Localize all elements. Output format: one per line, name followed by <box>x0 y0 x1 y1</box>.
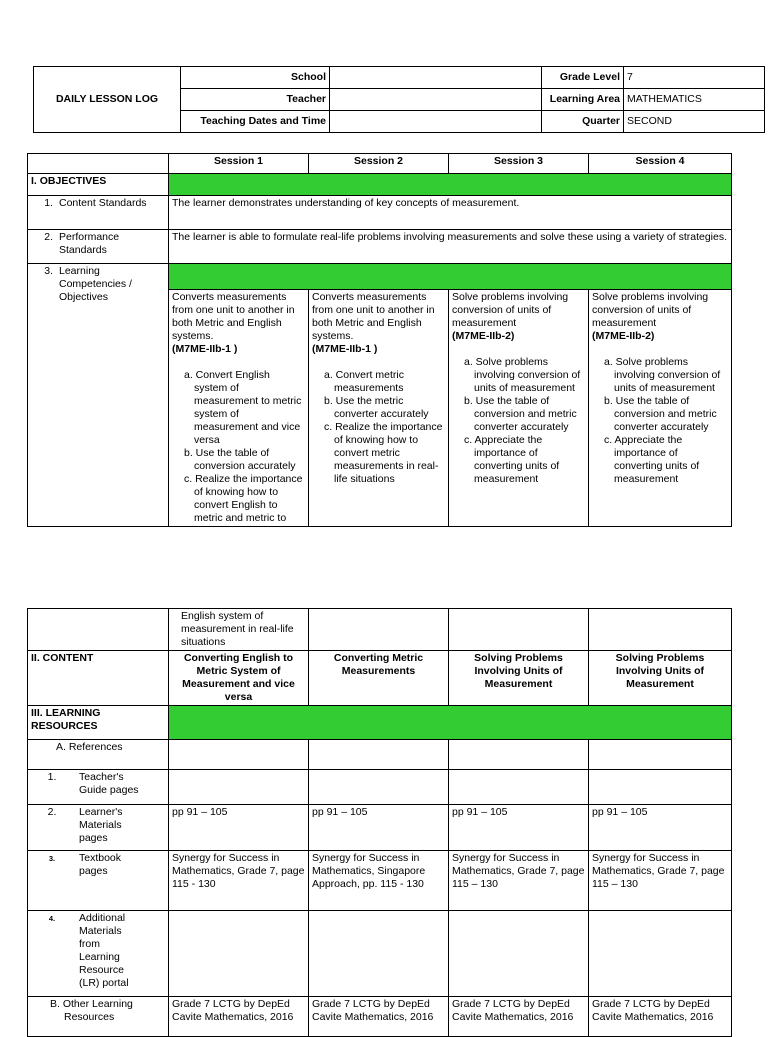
content-topic-session-3: Solving Problems Involving Units of Measurement <box>449 651 589 706</box>
content-topic-session-4: Solving Problems Involving Units of Measurement <box>589 651 732 706</box>
competency-session-1 <box>169 290 309 527</box>
lm-pages-session-2: pp 91 – 105 <box>309 805 449 851</box>
lm-pages-session-1: pp 91 – 105 <box>169 805 309 851</box>
continuation-text: English system of measurement in real-life situations <box>169 609 309 651</box>
quarter-value: SECOND <box>624 111 765 133</box>
blank-cell <box>589 911 732 997</box>
learning-resources-band <box>169 706 732 740</box>
session-3-header: Session 3 <box>449 154 589 174</box>
blank-cell <box>449 740 589 770</box>
competency-item: c. Appreciate the importance of converting units of measurement <box>604 434 700 485</box>
blank-cell <box>589 770 732 805</box>
blank-cell <box>169 770 309 805</box>
school-label: School <box>181 67 330 89</box>
blank-cell <box>28 609 169 651</box>
references-label: A. References <box>28 740 169 770</box>
competency-code: (M7ME-IIb-1 ) <box>312 343 378 355</box>
teacher-value <box>330 89 542 111</box>
content-heading: II. CONTENT <box>28 651 169 706</box>
content-topic-session-2: Converting Metric Measurements <box>309 651 449 706</box>
quarter-label: Quarter <box>542 111 624 133</box>
blank-cell <box>589 609 732 651</box>
textbook-label: 3. Textbook pages <box>28 851 169 911</box>
grade-level-label: Grade Level <box>542 67 624 89</box>
competency-lead: Converts measurements from one unit to another in both Metric and English systems. <box>312 291 435 342</box>
competency-lead: Converts measurements from one unit to another in both Metric and English systems. <box>172 291 295 342</box>
content-topic-session-1: Converting English to Metric System of Measurement and vice versa <box>169 651 309 706</box>
competency-item: a. Convert metric measurements <box>324 369 404 394</box>
textbook-session-1: Synergy for Success in Mathematics, Grade 7, page 115 - 130 <box>169 851 309 911</box>
learning-area-label: Learning Area <box>542 89 624 111</box>
session-1-header: Session 1 <box>169 154 309 174</box>
learners-materials-label: 2. Learner's Materials pages <box>28 805 169 851</box>
competency-code: (M7ME-IIb-2) <box>452 330 515 342</box>
other-resources-label: B. Other Learning Resources <box>28 997 169 1037</box>
lm-pages-session-4: pp 91 – 105 <box>589 805 732 851</box>
other-resources-session-2: Grade 7 LCTG by DepEd Cavite Mathematics, 2016 <box>309 997 449 1037</box>
learning-area-value: MATHEMATICS <box>624 89 765 111</box>
competencies-label: 3. Learning Competencies / Objectives <box>28 264 169 527</box>
dates-label: Teaching Dates and Time <box>181 111 330 133</box>
header-table <box>33 66 765 133</box>
textbook-session-2: Synergy for Success in Mathematics, Singapore Approach, pp. 115 - 130 <box>309 851 449 911</box>
blank-cell <box>589 740 732 770</box>
competencies-band <box>169 264 732 290</box>
session-4-header: Session 4 <box>589 154 732 174</box>
competency-item: b. Use the table of conversion and metric converter accurately <box>464 395 577 433</box>
corner-cell <box>28 154 169 174</box>
blank-cell <box>309 770 449 805</box>
lm-pages-session-3: pp 91 – 105 <box>449 805 589 851</box>
objectives-table <box>27 153 732 527</box>
teachers-guide-label: 1. Teacher's Guide pages <box>28 770 169 805</box>
content-standards-text: The learner demonstrates understanding of key concepts of measurement. <box>169 196 732 230</box>
doc-title: DAILY LESSON LOG <box>34 67 181 133</box>
other-resources-session-4: Grade 7 LCTG by DepEd Cavite Mathematics, 2016 <box>589 997 732 1037</box>
other-resources-session-1: Grade 7 LCTG by DepEd Cavite Mathematics, 2016 <box>169 997 309 1037</box>
grade-level-value: 7 <box>624 67 765 89</box>
objectives-band <box>169 174 732 196</box>
competency-session-3 <box>449 290 589 527</box>
dates-value <box>330 111 542 133</box>
competency-lead: Solve problems involving conversion of units of measurement <box>592 291 709 329</box>
competency-session-2 <box>309 290 449 527</box>
teacher-label: Teacher <box>181 89 330 111</box>
competency-lead: Solve problems involving conversion of units of measurement <box>452 291 569 329</box>
textbook-session-4: Synergy for Success in Mathematics, Grade 7, page 115 – 130 <box>589 851 732 911</box>
textbook-session-3: Synergy for Success in Mathematics, Grade 7, page 115 – 130 <box>449 851 589 911</box>
session-2-header: Session 2 <box>309 154 449 174</box>
content-standards-label: 1. Content Standards <box>28 196 169 230</box>
blank-cell <box>309 911 449 997</box>
competency-item: a. Convert English system of measurement to metric system of measurement and vice versa <box>184 369 302 446</box>
competency-item: b. Use the metric converter accurately <box>324 395 429 420</box>
additional-materials-label: 4. Additional Materials from Learning Resource (LR) portal <box>28 911 169 997</box>
content-table <box>27 608 732 1037</box>
school-value <box>330 67 542 89</box>
performance-standards-text: The learner is able to formulate real-life problems involving measurements and solve these using a variety of strategies. <box>169 230 732 264</box>
blank-cell <box>449 609 589 651</box>
competency-item: c. Realize the importance of knowing how to convert metric measurements in real-life situations <box>324 421 443 485</box>
competency-item: b. Use the table of conversion and metric converter accurately <box>604 395 717 433</box>
other-resources-session-3: Grade 7 LCTG by DepEd Cavite Mathematics, 2016 <box>449 997 589 1037</box>
blank-cell <box>449 911 589 997</box>
competency-item: c. Realize the importance of knowing how to convert English to metric and metric to <box>184 473 303 524</box>
learning-resources-heading: III. LEARNING RESOURCES <box>28 706 169 740</box>
competency-item: c. Appreciate the importance of converting units of measurement <box>464 434 560 485</box>
objectives-heading: I. OBJECTIVES <box>28 174 169 196</box>
competency-code: (M7ME-IIb-1 ) <box>172 343 238 355</box>
competency-item: a. Solve problems involving conversion of units of measurement <box>464 356 581 394</box>
blank-cell <box>309 740 449 770</box>
competency-session-4 <box>589 290 732 527</box>
blank-cell <box>309 609 449 651</box>
competency-item: a. Solve problems involving conversion of units of measurement <box>604 356 721 394</box>
blank-cell <box>169 740 309 770</box>
performance-standards-label: 2. Performance Standards <box>28 230 169 264</box>
blank-cell <box>169 911 309 997</box>
competency-item: b. Use the table of conversion accurately <box>184 447 296 472</box>
competency-code: (M7ME-IIb-2) <box>592 330 655 342</box>
blank-cell <box>449 770 589 805</box>
